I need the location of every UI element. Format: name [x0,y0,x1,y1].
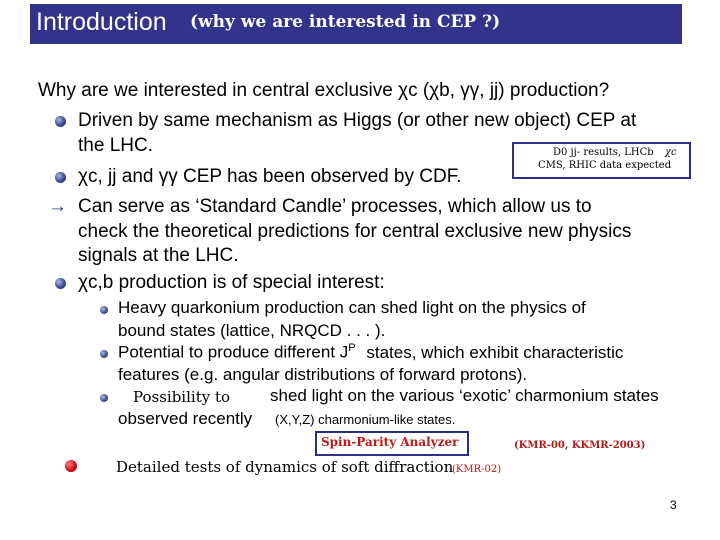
sub-bullet-3-prefix: Possibility to [133,388,231,406]
slide-title: Introduction [36,8,167,36]
bullet-icon [55,116,66,127]
sub-bullet-icon [100,306,108,314]
detailed-tests-text: Detailed tests of dynamics of soft diffraction [116,458,454,476]
bullet-1-line-1: Driven by same mechanism as Higgs (or other new object) CEP at [78,110,637,131]
bullet-icon [55,278,66,289]
lead-question: Why are we interested in central exclusive χc (χb, γγ, jj) production? [38,80,610,101]
bullet-3-line-2: check the theoretical predictions for central exclusive new physics [78,221,632,242]
callout-line-2: CMS, RHIC data expected [538,160,672,171]
page-number: 3 [670,498,677,512]
sub-bullet-icon [100,394,108,402]
sub-bullet-1-line-2: bound states (lattice, NRQCD . . . ). [118,321,386,340]
sub-bullet-3-line-1: shed light on the various ‘exotic’ charmonium states [270,386,659,405]
spin-parity-label: Spin-Parity Analyzer [321,435,459,449]
sub-bullet-icon [100,350,108,358]
red-bullet-icon [65,460,77,472]
callout-line-1: D0 jj- results, LHCb χc [553,147,677,158]
slide-subtitle: (why we are interested in CEP ?) [190,12,501,32]
bullet-4-text: χc,b production is of special interest: [78,272,385,293]
bullet-3-line-1: Can serve as ‘Standard Candle’ processes, which allow us to [78,196,592,217]
bullet-1-line-2: the LHC. [78,135,153,156]
sub-bullet-2-line-1: Potential to produce different $J^P$ states, which exhibit characteristic [118,342,624,362]
bullet-2-text: χc, jj and γγ CEP has been observed by CDF. [78,166,462,187]
detailed-tests-ref: (KMR-02) [452,464,502,475]
sub-bullet-1-line-1: Heavy quarkonium production can shed light on the physics of [118,298,586,317]
bullet-3-line-3: signals at the LHC. [78,245,239,266]
sub-bullet-3-line-2: observed recently [118,409,253,428]
sub-bullet-2-line-2: features (e.g. angular distributions of forward protons). [118,365,528,384]
bullet-icon [55,172,66,183]
sub-bullet-3-note: (X,Y,Z) charmonium-like states. [275,412,456,427]
arrow-icon: → [48,196,67,217]
spin-parity-ref: (KMR-00, KKMR-2003) [514,440,646,451]
